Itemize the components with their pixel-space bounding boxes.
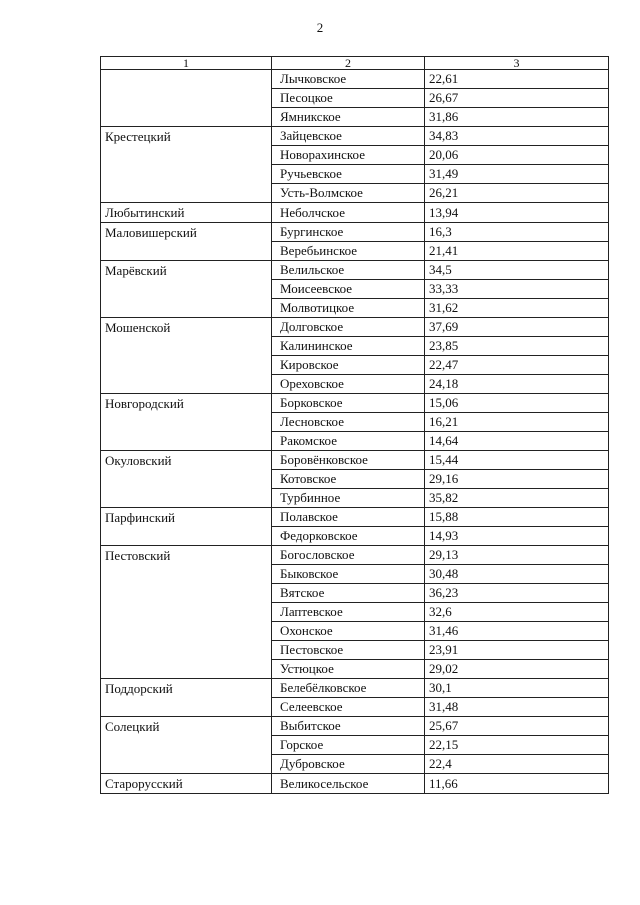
table-row xyxy=(101,127,609,146)
value-cell: 30,48 xyxy=(425,565,609,584)
value-cell: 37,69 xyxy=(425,318,609,337)
district-cell: Крестецкий xyxy=(101,127,272,203)
district-cell: Пестовский xyxy=(101,546,272,679)
settlement-cell: Горское xyxy=(272,736,425,755)
value-cell: 35,82 xyxy=(425,489,609,508)
settlement-cell: Устюцкое xyxy=(272,660,425,679)
value-cell: 31,49 xyxy=(425,165,609,184)
settlement-cell: Бургинское xyxy=(272,223,425,242)
settlement-cell: Калининское xyxy=(272,337,425,356)
settlement-cell: Котовское xyxy=(272,470,425,489)
value-cell: 26,67 xyxy=(425,89,609,108)
value-cell: 20,06 xyxy=(425,146,609,165)
table-row xyxy=(101,508,609,527)
value-cell: 31,86 xyxy=(425,108,609,127)
value-cell: 26,21 xyxy=(425,184,609,203)
table-body xyxy=(101,70,609,794)
district-cell: Поддорский xyxy=(101,679,272,717)
table-row xyxy=(101,451,609,470)
table-row xyxy=(101,394,609,413)
table-row xyxy=(101,70,609,89)
value-cell: 22,4 xyxy=(425,755,609,774)
settlement-cell: Неболчское xyxy=(272,203,425,223)
value-cell: 34,5 xyxy=(425,261,609,280)
settlement-cell: Песоцкое xyxy=(272,89,425,108)
settlements-table xyxy=(100,56,609,794)
table-row xyxy=(101,261,609,280)
district-cell: Маловишерский xyxy=(101,223,272,261)
settlement-cell: Быковское xyxy=(272,565,425,584)
settlement-cell: Зайцевское xyxy=(272,127,425,146)
value-cell: 15,44 xyxy=(425,451,609,470)
value-cell: 36,23 xyxy=(425,584,609,603)
district-cell: Старорусский xyxy=(101,774,272,794)
district-cell: Мошенской xyxy=(101,318,272,394)
settlement-cell: Кировское xyxy=(272,356,425,375)
table-row xyxy=(101,717,609,736)
value-cell: 29,16 xyxy=(425,470,609,489)
settlement-cell: Белебёлковское xyxy=(272,679,425,698)
district-cell: Окуловский xyxy=(101,451,272,508)
district-cell xyxy=(101,70,272,127)
settlement-cell: Ореховское xyxy=(272,375,425,394)
value-cell: 25,67 xyxy=(425,717,609,736)
value-cell: 16,21 xyxy=(425,413,609,432)
district-cell: Новгородский xyxy=(101,394,272,451)
settlement-cell: Пестовское xyxy=(272,641,425,660)
value-cell: 23,85 xyxy=(425,337,609,356)
column-header: 2 xyxy=(272,57,425,70)
value-cell: 22,47 xyxy=(425,356,609,375)
settlement-cell: Выбитское xyxy=(272,717,425,736)
settlement-cell: Молвотицкое xyxy=(272,299,425,318)
settlement-cell: Моисеевское xyxy=(272,280,425,299)
settlement-cell: Веребьинское xyxy=(272,242,425,261)
settlement-cell: Вятское xyxy=(272,584,425,603)
value-cell: 21,41 xyxy=(425,242,609,261)
value-cell: 15,88 xyxy=(425,508,609,527)
value-cell: 15,06 xyxy=(425,394,609,413)
settlement-cell: Селеевское xyxy=(272,698,425,717)
settlement-cell: Турбинное xyxy=(272,489,425,508)
value-cell: 14,93 xyxy=(425,527,609,546)
value-cell: 30,1 xyxy=(425,679,609,698)
district-cell: Марёвский xyxy=(101,261,272,318)
settlement-cell: Новорахинское xyxy=(272,146,425,165)
table-row xyxy=(101,318,609,337)
table-row xyxy=(101,546,609,565)
value-cell: 22,61 xyxy=(425,70,609,89)
settlement-cell: Дубровское xyxy=(272,755,425,774)
value-cell: 31,62 xyxy=(425,299,609,318)
settlement-cell: Боровёнковское xyxy=(272,451,425,470)
value-cell: 29,02 xyxy=(425,660,609,679)
district-cell: Парфинский xyxy=(101,508,272,546)
table-row xyxy=(101,223,609,242)
settlement-cell: Лычковское xyxy=(272,70,425,89)
table-row xyxy=(101,203,609,223)
settlement-cell: Ручьевское xyxy=(272,165,425,184)
column-header: 3 xyxy=(425,57,609,70)
settlement-cell: Ямникское xyxy=(272,108,425,127)
settlement-cell: Ракомское xyxy=(272,432,425,451)
settlement-cell: Великосельское xyxy=(272,774,425,794)
value-cell: 31,46 xyxy=(425,622,609,641)
settlement-cell: Борковское xyxy=(272,394,425,413)
settlement-cell: Усть-Волмское xyxy=(272,184,425,203)
page-number: 2 xyxy=(316,20,324,35)
settlement-cell: Полавское xyxy=(272,508,425,527)
value-cell: 22,15 xyxy=(425,736,609,755)
settlement-cell: Долговское xyxy=(272,318,425,337)
table-row xyxy=(101,774,609,794)
value-cell: 32,6 xyxy=(425,603,609,622)
settlement-cell: Федорковское xyxy=(272,527,425,546)
value-cell: 24,18 xyxy=(425,375,609,394)
value-cell: 14,64 xyxy=(425,432,609,451)
value-cell: 33,33 xyxy=(425,280,609,299)
value-cell: 31,48 xyxy=(425,698,609,717)
district-cell: Любытинский xyxy=(101,203,272,223)
value-cell: 16,3 xyxy=(425,223,609,242)
value-cell: 11,66 xyxy=(425,774,609,794)
value-cell: 29,13 xyxy=(425,546,609,565)
value-cell: 34,83 xyxy=(425,127,609,146)
settlement-cell: Велильское xyxy=(272,261,425,280)
settlement-cell: Лаптевское xyxy=(272,603,425,622)
settlement-cell: Охонское xyxy=(272,622,425,641)
settlement-cell: Лесновское xyxy=(272,413,425,432)
settlement-cell: Богословское xyxy=(272,546,425,565)
column-header: 1 xyxy=(101,57,272,70)
value-cell: 13,94 xyxy=(425,203,609,223)
value-cell: 23,91 xyxy=(425,641,609,660)
table-header-row xyxy=(101,57,609,70)
district-cell: Солецкий xyxy=(101,717,272,774)
table-row xyxy=(101,679,609,698)
